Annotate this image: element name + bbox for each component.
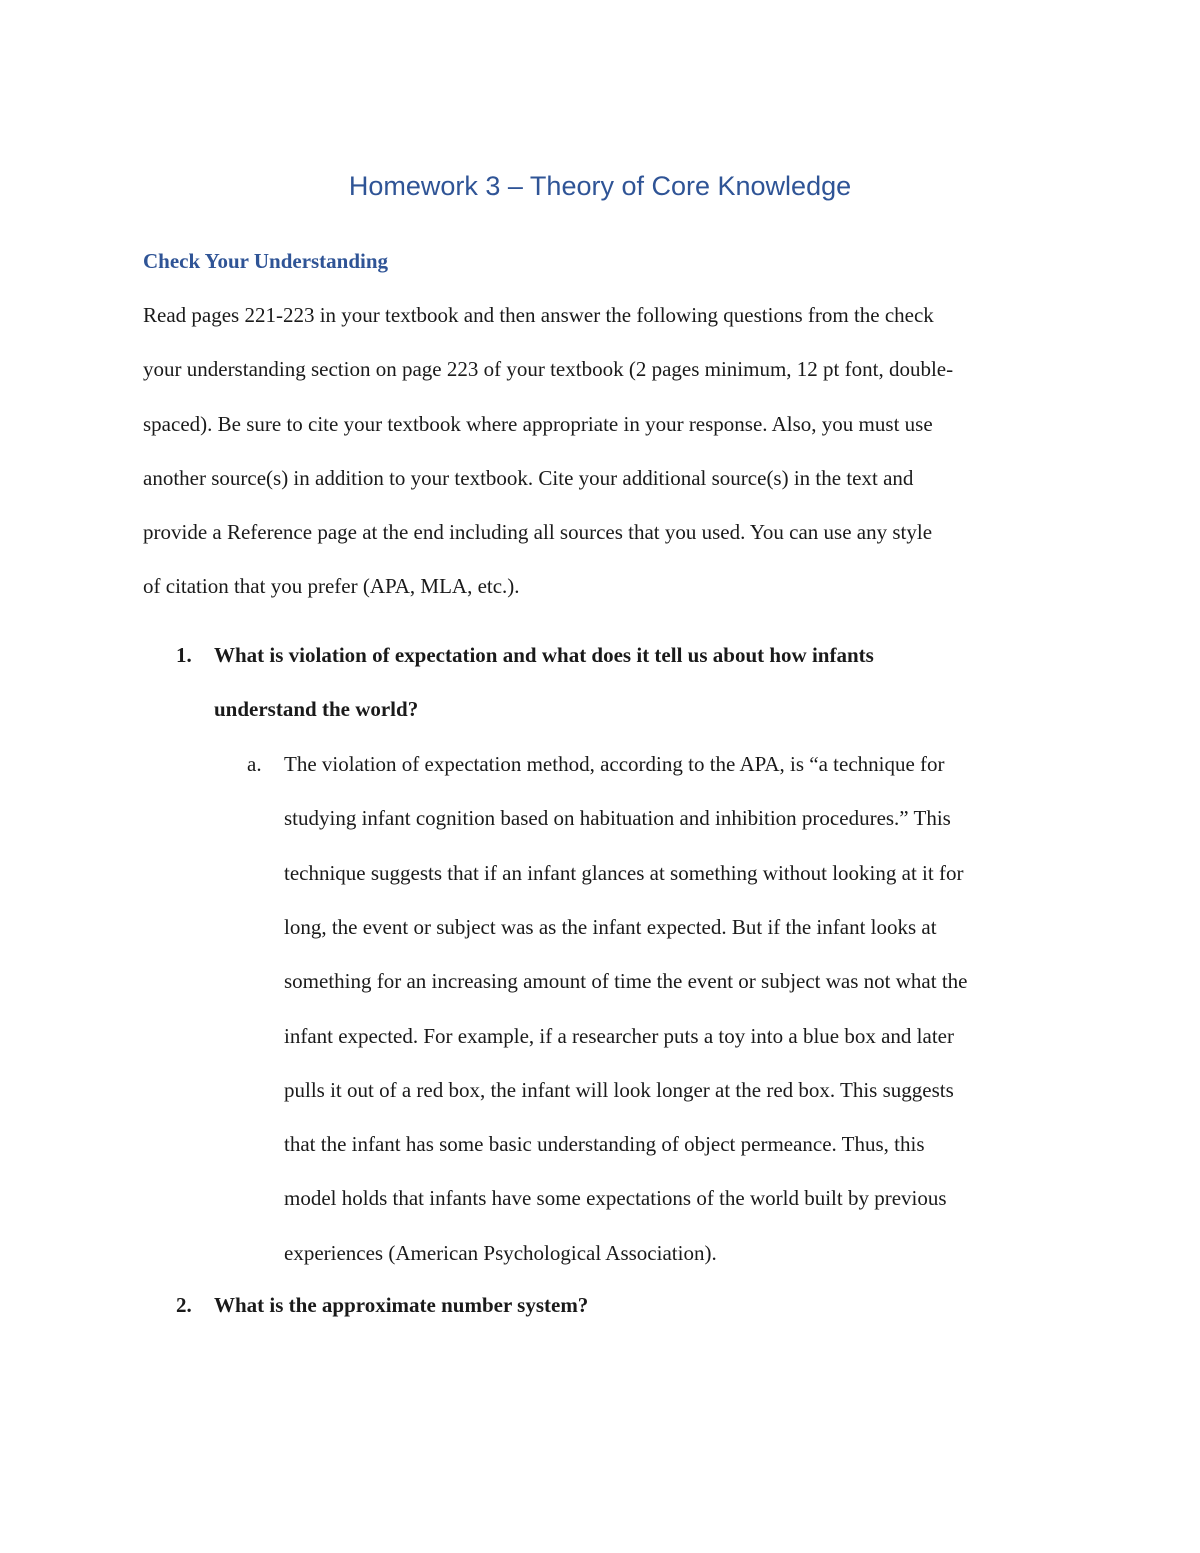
answer-line: long, the event or subject was as the infant expected. But if the infant looks at bbox=[284, 914, 937, 939]
answer-line: technique suggests that if an infant glances at something without looking at it for bbox=[284, 860, 964, 885]
question-1 bbox=[176, 628, 1036, 738]
intro-line: your understanding section on page 223 of your textbook (2 pages minimum, 12 pt font, double- bbox=[143, 357, 954, 382]
intro-line: another source(s) in addition to your textbook. Cite your additional source(s) in the text and bbox=[143, 465, 914, 490]
intro-line: Read pages 221-223 in your textbook and then answer the following questions from the check bbox=[143, 303, 934, 327]
question-number: 1. bbox=[176, 643, 192, 667]
intro-paragraph bbox=[143, 288, 1053, 614]
answer-line: experiences (American Psychological Association). bbox=[284, 1240, 717, 1265]
question-2 bbox=[176, 1278, 1036, 1333]
question-number: 2. bbox=[176, 1293, 192, 1317]
answer-line: pulls it out of a red box, the infant will look longer at the red box. This suggests bbox=[284, 1077, 954, 1102]
intro-line: of citation that you prefer (APA, MLA, etc.). bbox=[143, 574, 520, 599]
answer-line: that the infant has some basic understanding of object permeance. Thus, this bbox=[284, 1132, 925, 1157]
answer-line: infant expected. For example, if a researcher puts a toy into a blue box and later bbox=[284, 1023, 954, 1048]
intro-line: spaced). Be sure to cite your textbook where appropriate in your response. Also, you must use bbox=[143, 411, 933, 436]
answer-line: studying infant cognition based on habituation and inhibition procedures.” This bbox=[284, 806, 951, 831]
answer-line: The violation of expectation method, according to the APA, is “a technique for bbox=[284, 752, 945, 776]
answer-line: something for an increasing amount of time the event or subject was not what the bbox=[284, 969, 968, 994]
question-text-line: What is violation of expectation and what does it tell us about how infants bbox=[214, 643, 874, 667]
answer-line: model holds that infants have some expectations of the world built by previous bbox=[284, 1186, 947, 1211]
section-heading: Check Your Understanding bbox=[143, 249, 389, 273]
question-text-line: What is the approximate number system? bbox=[214, 1293, 589, 1317]
document-title: Homework 3 – Theory of Core Knowledge bbox=[348, 171, 852, 201]
question-text-line: understand the world? bbox=[214, 697, 419, 722]
answer-letter: a. bbox=[247, 752, 262, 776]
intro-line: provide a Reference page at the end including all sources that you used. You can use any style bbox=[143, 520, 933, 545]
